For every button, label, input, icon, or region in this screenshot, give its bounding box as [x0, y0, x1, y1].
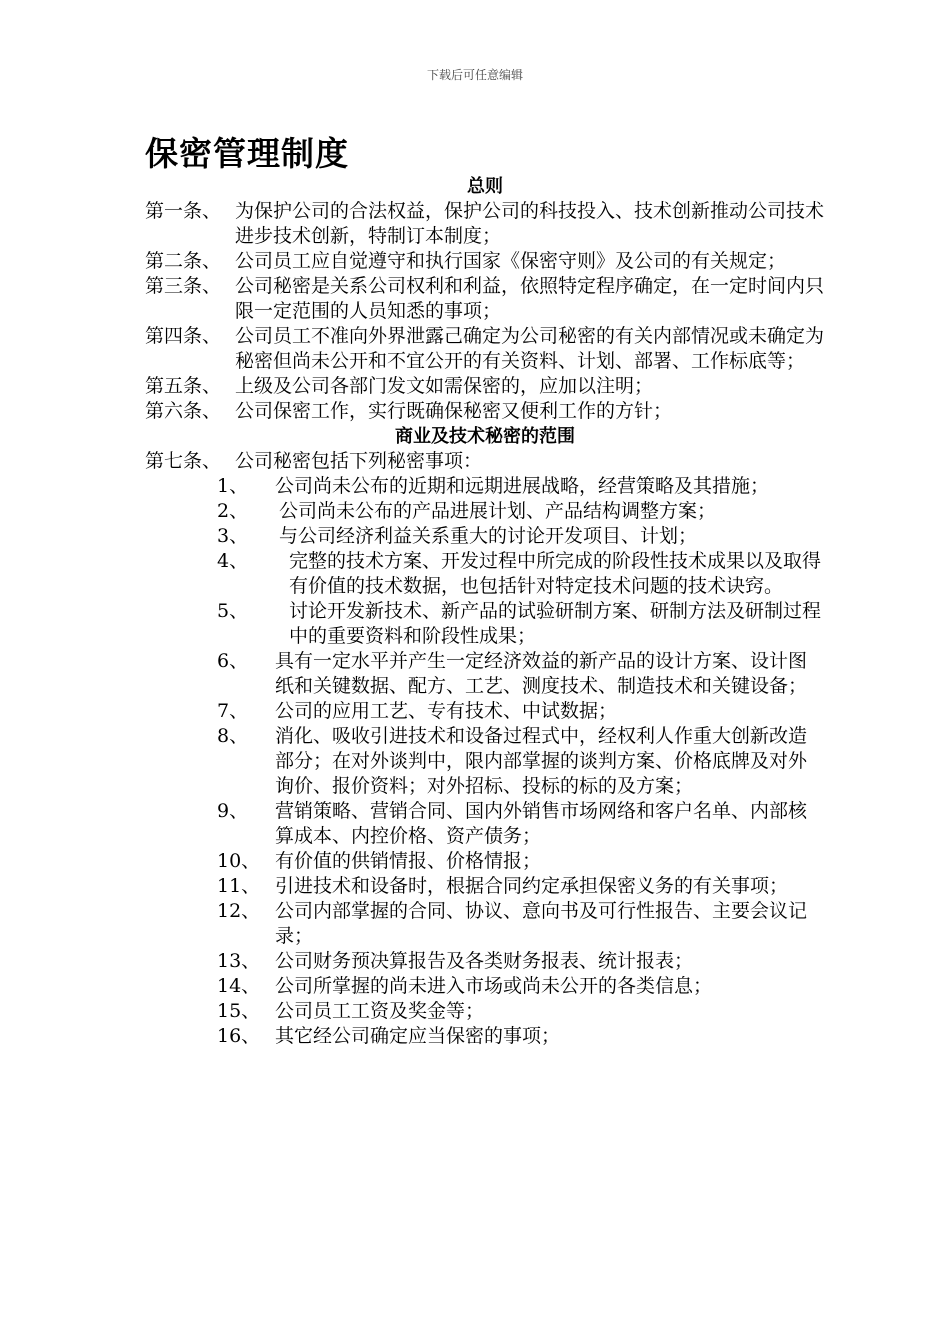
- item-text: 讨论开发新技术、新产品的试验研制方案、研制方法及研制过程中的重要资料和阶段性成果；: [289, 600, 822, 647]
- article-label: 第二条、: [145, 250, 222, 272]
- list-item: [145, 1024, 825, 1049]
- item-number: 14、: [217, 975, 261, 997]
- item-text: 公司所掌握的尚未进入市场或尚未公开的各类信息；: [275, 975, 713, 997]
- item-text: 公司员工工资及奖金等；: [275, 1000, 485, 1022]
- document-title: 保密管理制度: [145, 134, 349, 173]
- section-heading-general: 总则: [467, 176, 503, 197]
- list-item: [145, 699, 825, 724]
- item-text: 其它经公司确定应当保密的事项；: [275, 1025, 561, 1047]
- item-text: 具有一定水平并产生一定经济效益的新产品的设计方案、设计图纸和关键数据、配方、工艺、测度技术、制造技术和关键设备；: [275, 650, 808, 697]
- article-label: 第四条、: [145, 325, 222, 347]
- list-item: [145, 874, 825, 899]
- item-text: 公司尚未公布的产品进展计划、产品结构调整方案；: [279, 500, 717, 522]
- item-number: 3、: [217, 525, 249, 547]
- item-number: 1、: [217, 475, 249, 497]
- article-text: 为保护公司的合法权益，保护公司的科技投入、技术创新推动公司技术进步技术创新，特制订本制度；: [235, 200, 825, 247]
- list-item: [145, 949, 825, 974]
- item-text: 完整的技术方案、开发过程中所完成的阶段性技术成果以及取得有价值的技术数据，也包括针对特定技术问题的技术诀窍。: [289, 550, 822, 597]
- list-item: [145, 549, 825, 599]
- article: [145, 449, 825, 474]
- item-number: 6、: [217, 650, 249, 672]
- article-text: 公司员工不准向外界泄露己确定为公司秘密的有关内部情况或未确定为秘密但尚未公开和不宜公开的有关资料、计划、部署、工作标底等；: [235, 325, 825, 372]
- item-text: 公司尚未公布的近期和远期进展战略，经营策略及其措施；: [275, 475, 770, 497]
- article-label: 第七条、: [145, 450, 222, 472]
- item-number: 8、: [217, 725, 249, 747]
- page-header: 下载后可任意编辑: [426, 68, 523, 82]
- item-number: 13、: [217, 950, 261, 972]
- item-number: 11、: [217, 875, 261, 897]
- list-item: [145, 974, 825, 999]
- list-item: [145, 599, 825, 649]
- item-number: 4、: [217, 550, 249, 572]
- list-item: [145, 524, 825, 549]
- item-number: 9、: [217, 800, 249, 822]
- article-text: 公司秘密包括下列秘密事项：: [235, 450, 483, 472]
- item-text: 与公司经济利益关系重大的讨论开发项目、计划；: [279, 525, 698, 547]
- article-text: 公司秘密是关系公司权利和利益，依照特定程序确定，在一定时间内只限一定范围的人员知悉的事项；: [235, 275, 825, 322]
- list-item: [145, 649, 825, 699]
- list-item: [145, 724, 825, 799]
- article-label: 第一条、: [145, 200, 222, 222]
- item-number: 5、: [217, 600, 249, 622]
- item-number: 12、: [217, 900, 261, 922]
- list-item: [145, 899, 825, 949]
- section-heading-secret-scope: 商业及技术秘密的范围: [395, 426, 575, 447]
- article: [145, 324, 825, 374]
- list-item: [145, 999, 825, 1024]
- item-text: 公司财务预决算报告及各类财务报表、统计报表；: [275, 950, 694, 972]
- article: [145, 274, 825, 324]
- document-body: [145, 174, 825, 1049]
- list-item: [145, 799, 825, 849]
- article-label: 第六条、: [145, 400, 222, 422]
- item-text: 消化、吸收引进技术和设备过程式中，经权利人作重大创新改造部分；在对外谈判中，限内部掌握的谈判方案、价格底牌及对外询价、报价资料；对外招标、投标的标的及方案；: [275, 725, 808, 797]
- article: [145, 199, 825, 249]
- item-number: 2、: [217, 500, 249, 522]
- article: [145, 249, 825, 274]
- article-text: 公司保密工作，实行既确保秘密又便利工作的方针；: [235, 400, 673, 422]
- article-text: 公司员工应自觉遵守和执行国家《保密守则》及公司的有关规定；: [235, 250, 787, 272]
- item-text: 有价值的供销情报、价格情报；: [275, 850, 542, 872]
- item-text: 公司的应用工艺、专有技术、中试数据；: [275, 700, 618, 722]
- item-number: 16、: [217, 1025, 261, 1047]
- article-label: 第三条、: [145, 275, 222, 297]
- item-number: 10、: [217, 850, 261, 872]
- list-item: [145, 474, 825, 499]
- list-item: [145, 849, 825, 874]
- item-text: 营销策略、营销合同、国内外销售市场网络和客户名单、内部核算成本、内控价格、资产债务；: [275, 800, 808, 847]
- list-item: [145, 499, 825, 524]
- article-text: 上级及公司各部门发文如需保密的，应加以注明；: [235, 375, 654, 397]
- item-number: 7、: [217, 700, 249, 722]
- item-text: 公司内部掌握的合同、协议、意向书及可行性报告、主要会议记录；: [275, 900, 808, 947]
- item-text: 引进技术和设备时，根据合同约定承担保密义务的有关事项；: [275, 875, 789, 897]
- article: [145, 399, 825, 424]
- article-label: 第五条、: [145, 375, 222, 397]
- article: [145, 374, 825, 399]
- item-number: 15、: [217, 1000, 261, 1022]
